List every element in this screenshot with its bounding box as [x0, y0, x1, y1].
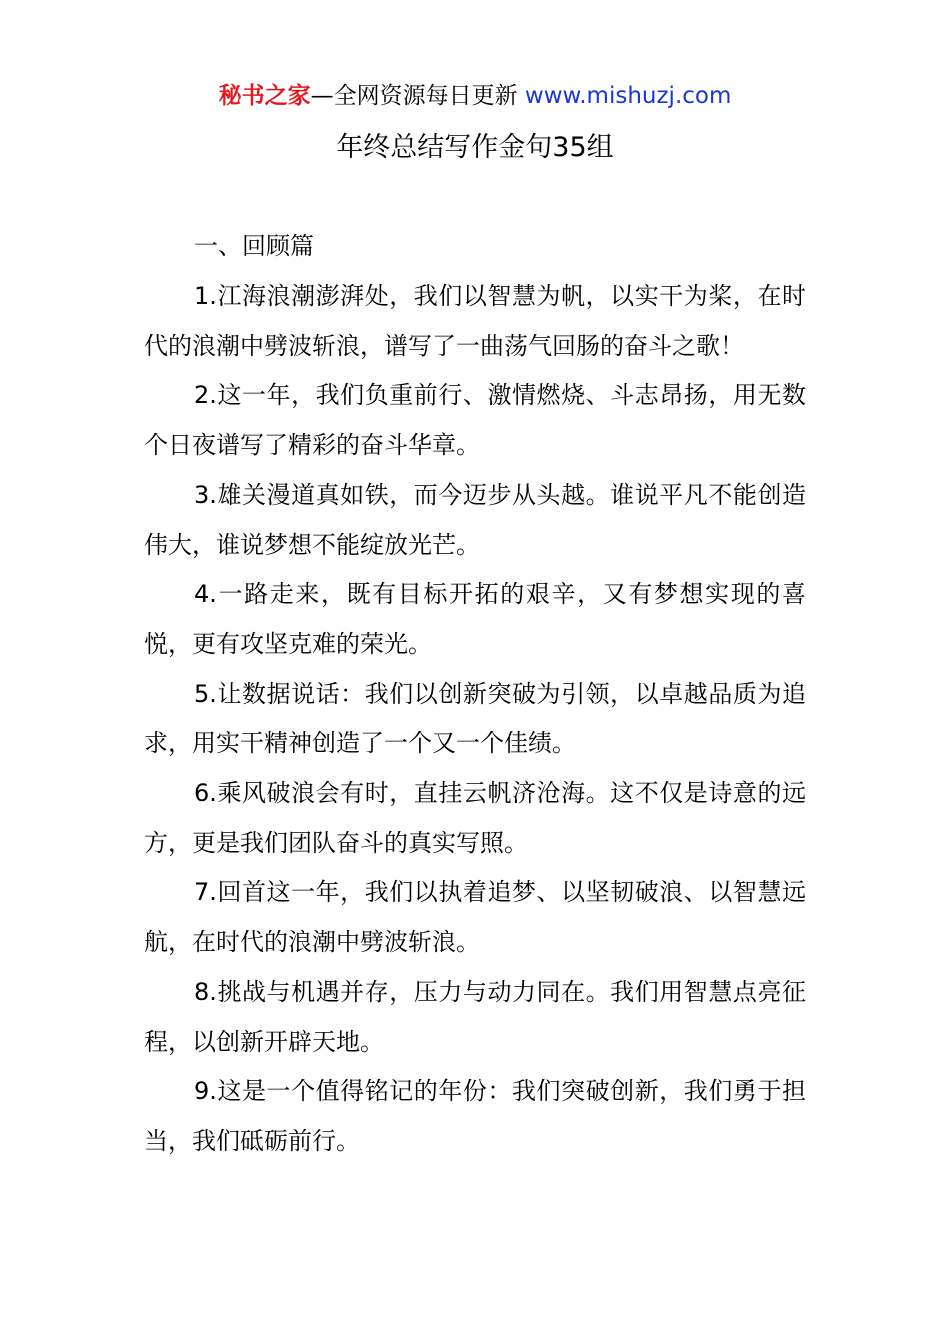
- list-item: 2.这一年，我们负重前行、激情燃烧、斗志昂扬，用无数个日夜谱写了精彩的奋斗华章。: [144, 381, 806, 460]
- site-header: [0, 80, 950, 112]
- list-item: 4.一路走来，既有目标开拓的艰辛，又有梦想实现的喜悦，更有攻坚克难的荣光。: [144, 580, 806, 658]
- document-title: 年终总结写作金句35组: [336, 132, 614, 163]
- section-heading: 一、回顾篇: [194, 232, 314, 260]
- list-item: 5.让数据说话：我们以创新突破为引领，以卓越品质为追求，用实干精神创造了一个又一个佳绩。: [144, 679, 806, 758]
- list-item: 6.乘风破浪会有时，直挂云帆济沧海。这不仅是诗意的远方，更是我们团队奋斗的真实写照。: [144, 779, 806, 857]
- header-tagline: —全网资源每日更新: [310, 83, 525, 109]
- list-item: 1.江海浪潮澎湃处，我们以智慧为帆，以实干为桨，在时代的浪潮中劈波斩浪，谱写了一曲荡气回肠的奋斗之歌！: [144, 282, 806, 360]
- list-item: 7.回首这一年，我们以执着追梦、以坚韧破浪、以智慧远航，在时代的浪潮中劈波斩浪。: [144, 878, 806, 957]
- list-item: 9.这是一个值得铭记的年份：我们突破创新，我们勇于担当，我们砥砺前行。: [144, 1077, 806, 1155]
- brand-name: 秘书之家: [218, 83, 311, 109]
- document-body: [144, 272, 806, 1167]
- site-url-link[interactable]: www.mishuzj.com: [524, 83, 732, 109]
- list-item: 8.挑战与机遇并存，压力与动力同在。我们用智慧点亮征程，以创新开辟天地。: [144, 977, 806, 1056]
- list-item: 3.雄关漫道真如铁，而今迈步从头越。谁说平凡不能创造伟大，谁说梦想不能绽放光芒。: [144, 480, 806, 559]
